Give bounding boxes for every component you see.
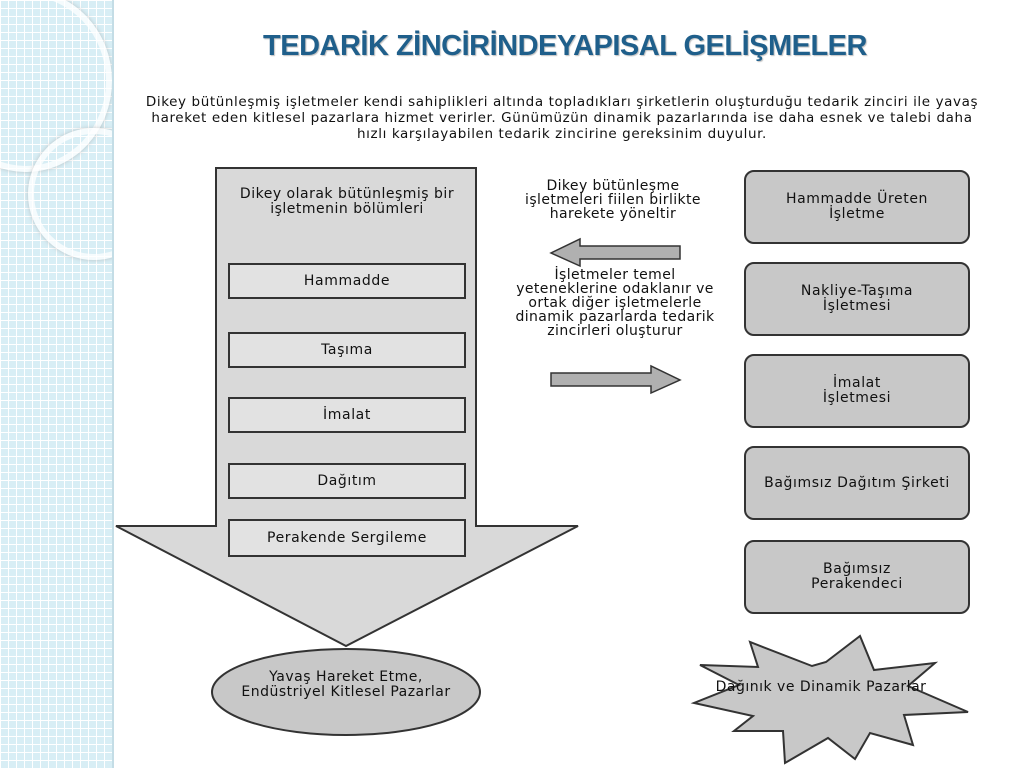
page-title: TEDARİK ZİNCİRİNDEYAPISAL GELİŞMELER <box>263 30 867 62</box>
stage-perakende: Perakende Sergileme <box>228 519 466 557</box>
company-imalat: İmalat İşletmesi <box>744 354 970 428</box>
intro-paragraph: Dikey bütünleşmiş işletmeler kendi sahiplikleri altında topladıkları şirketlerin oluşturduğu tedarik zinciri ile yavaş hareket eden kitlesel pazarlara hizmet verirler. Günümüzün dinamik pazarlarında ise daha esnek ve talebi daha hızlı karşılayabilen tedarik zincirine gereksinim duyulur. <box>145 94 979 142</box>
mass-market-label: Yavaş Hareket Etme, Endüstriyel Kitlesel Pazarlar <box>241 669 451 700</box>
stage-imalat: İmalat <box>228 397 466 433</box>
stage-tasima: Taşıma <box>228 332 466 368</box>
vertical-column-title: Dikey olarak bütünleşmiş bir işletmenin bölümleri <box>239 186 455 217</box>
company-nakliye: Nakliye-Taşıma İşletmesi <box>744 262 970 336</box>
company-dagitim: Bağımsız Dağıtım Şirketi <box>744 446 970 520</box>
middle-bottom-text: İşletmeler temel yeteneklerine odaklanır ve ortak diğer işletmelerle dinamik pazarlarda tedarik zincirleri oluşturur <box>515 267 715 339</box>
stage-hammadde: Hammadde <box>228 263 466 299</box>
right-arrow <box>551 366 680 393</box>
dynamic-market-label: Dağınık ve Dinamik Pazarlar <box>715 679 927 695</box>
middle-top-text: Dikey bütünleşme işletmeleri fiilen birlikte harekete yöneltir <box>525 178 701 222</box>
company-hammadde: Hammadde Üreten İşletme <box>744 170 970 244</box>
left-arrow <box>551 239 680 266</box>
dynamic-market-starburst <box>694 636 968 763</box>
company-perakendeci: Bağımsız Perakendeci <box>744 540 970 614</box>
stage-dagitim: Dağıtım <box>228 463 466 499</box>
